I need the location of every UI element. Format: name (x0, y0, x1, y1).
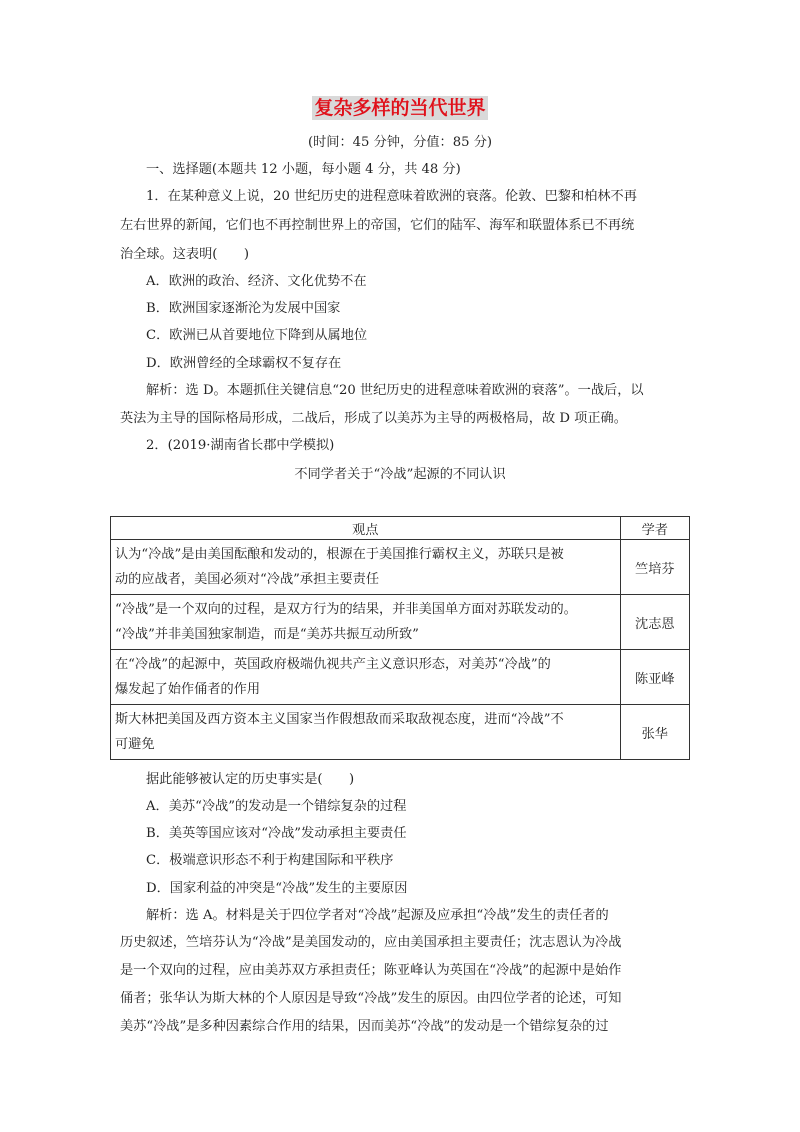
document-title-block (0, 96, 800, 120)
q2-analysis-line: 是一个双向的过程，应由美苏双方承担责任；陈亚峰认为英国在“冷战”的起源中是始作 (120, 963, 622, 978)
view-line: 动的应战者，美国必须对“冷战”承担主要责任 (115, 572, 380, 587)
scholar-cell: 沈志恩 (620, 595, 689, 650)
q2-analysis-line: 美苏“冷战”是多种因素综合作用的结果，因而美苏“冷战”的发动是一个错综复杂的过 (120, 1019, 609, 1034)
view-cell (111, 705, 621, 760)
view-line: “冷战”并非美国独家制造，而是“美苏共振互动所致” (115, 627, 419, 642)
document-title: 复杂多样的当代世界 (314, 97, 486, 119)
q2-option-b: B．美英等国应该对“冷战”发动承担主要责任 (146, 826, 407, 841)
view-line: 认为“冷战”是由美国酝酿和发动的，根源在于美国推行霸权主义，苏联只是被 (115, 547, 564, 562)
column-header-scholar: 学者 (620, 517, 689, 540)
scholar-cell: 陈亚峰 (620, 650, 689, 705)
q1-option-c: C．欧洲已从首要地位下降到从属地位 (146, 328, 368, 343)
table-row (111, 595, 690, 650)
q2-header: 2．(2019·湖南省长郡中学模拟) (146, 438, 335, 453)
q1-stem-line: 左右世界的新闻，它们也不再控制世界上的帝国，它们的陆军、海军和联盟体系已不再统 (120, 218, 635, 233)
q2-option-d: D．国家利益的冲突是“冷战”发生的主要原因 (146, 881, 408, 896)
table-header-row (111, 517, 690, 540)
view-cell (111, 650, 621, 705)
q1-analysis-line: 解析：选 D。本题抓住关键信息“20 世纪历史的进程意味着欧洲的衰落”。一战后，以 (146, 383, 644, 398)
view-cell (111, 540, 621, 595)
q1-analysis-line: 英法为主导的国际格局形成，二战后，形成了以美苏为主导的两极格局，故 D 项正确。 (120, 411, 627, 426)
q1-stem-line: 1．在某种意义上说，20 世纪历史的进程意味着欧洲的衰落。伦敦、巴黎和柏林不再 (146, 189, 637, 204)
view-cell (111, 595, 621, 650)
view-line: 在“冷战”的起源中，英国政府极端仇视共产主义意识形态，对美苏“冷战”的 (115, 657, 551, 672)
view-line: “冷战”是一个双向的过程，是双方行为的结果，并非美国单方面对苏联发动的。 (115, 602, 577, 617)
section-heading: 一、选择题(本题共 12 小题，每小题 4 分，共 48 分) (146, 162, 461, 177)
q2-stem: 据此能够被认定的历史事实是( ) (146, 772, 355, 787)
view-line: 可避免 (115, 737, 155, 752)
document-subtitle: (时间：45 分钟，分值：85 分) (307, 135, 493, 150)
scholar-cell: 竺培芬 (620, 540, 689, 595)
view-line: 斯大林把美国及西方资本主义国家当作假想敌而采取敌视态度，进而“冷战”不 (115, 712, 564, 727)
q2-analysis-line: 俑者；张华认为斯大林的个人原因是导致“冷战”发生的原因。由四位学者的论述，可知 (120, 991, 622, 1006)
view-line: 爆发起了始作俑者的作用 (115, 682, 261, 697)
q2-analysis-line: 历史叙述，竺培芬认为“冷战”是美国发动的，应由美国承担主要责任；沈志恩认为冷战 (120, 935, 622, 950)
q2-analysis-line: 解析：选 A。材料是关于四位学者对“冷战”起源及应承担“冷战”发生的责任者的 (146, 908, 609, 923)
column-header-view: 观点 (111, 517, 621, 540)
q1-option-d: D．欧洲曾经的全球霸权不复存在 (146, 356, 342, 371)
q2-option-a: A．美苏“冷战”的发动是一个错综复杂的过程 (146, 799, 407, 814)
q2-option-c: C．极端意识形态不利于构建国际和平秩序 (146, 853, 394, 868)
table-row (111, 650, 690, 705)
table-row (111, 705, 690, 760)
scholar-cell: 张华 (620, 705, 689, 760)
q1-option-b: B．欧洲国家逐渐沦为发展中国家 (146, 301, 341, 316)
table-caption: 不同学者关于“冷战”起源的不同认识 (294, 467, 506, 482)
scholar-views-table (110, 516, 690, 760)
table-row (111, 540, 690, 595)
q1-option-a: A．欧洲的政治、经济、文化优势不在 (146, 274, 367, 289)
q1-stem-line: 治全球。这表明( ) (120, 247, 249, 262)
